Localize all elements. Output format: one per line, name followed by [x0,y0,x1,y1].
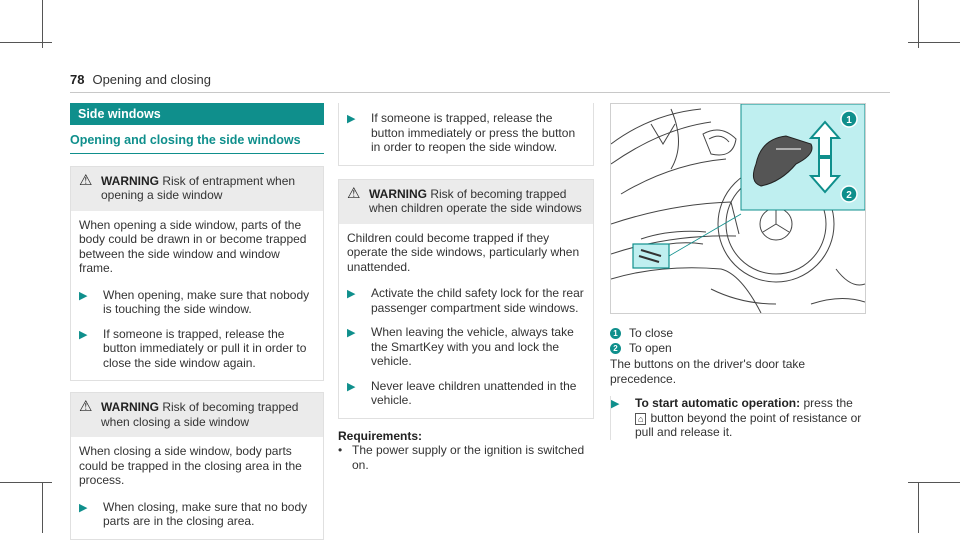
legend-item [610,326,866,341]
warning-heading [369,187,585,216]
warning-steps [79,288,315,371]
warning-box [70,392,324,540]
legend-text: To open [629,340,672,355]
header-rule [70,92,890,93]
arrow-icon: ▶ [79,289,88,302]
list-item [347,286,585,315]
crop-mark [0,42,52,43]
step-text: Activate the child safety lock for the rear passenger compartment side windows. [371,286,584,315]
warning-text: When closing a side window, body parts could be trapped in the closing area in the process. [79,444,302,487]
crop-mark [908,482,960,483]
step-text: When opening, make sure that nobody is touching the side window. [103,287,310,316]
step-text: When leaving the vehicle, always take the SmartKey with you and lock the vehicle. [371,325,574,368]
warning-title: Risk of becoming trapped when children operate the side windows [369,186,582,215]
list-item [338,443,594,472]
arrow-icon: ▶ [79,328,88,341]
warning-triangle-icon: ⚠ [79,398,93,415]
warning-text: When opening a side window, parts of the body could be drawn in or become trapped between the side window and window frame. [79,217,307,275]
legend [610,326,866,355]
arrow-icon: ▶ [347,380,356,393]
list-item [79,500,315,529]
list-item [79,327,315,371]
page-header [70,72,211,87]
page-number: 78 [70,72,85,87]
warning-heading [101,174,315,203]
list-item [347,379,585,408]
warning-title: Risk of entrapment when opening a side window [101,173,296,202]
step-text: If someone is trapped, release the button immediately or press the button in order to reopen the side window. [371,111,576,154]
middle-column [338,103,594,472]
warning-body [71,211,323,381]
warning-steps [347,286,585,408]
crop-mark [908,42,960,43]
arrow-icon: ▶ [347,288,356,300]
window-key-icon: ⌂ [635,413,646,425]
warning-header [339,180,593,224]
subheading: Opening and closing the side windows [70,133,324,154]
warning-heading [101,400,315,429]
section-title: Opening and closing [92,72,211,87]
arrow-icon: ▶ [347,327,356,339]
list-item [347,325,585,369]
action-label: To start automatic operation: [635,396,801,410]
legend-number: 2 [610,343,621,354]
crop-mark [0,482,52,483]
step-text: Never leave children unattended in the vehicle. [371,378,577,407]
warning-steps [79,500,315,529]
warning-label: WARNING [101,173,159,188]
continued-step [338,103,594,166]
section-bar: Side windows [70,103,324,125]
warning-text: Children could become trapped if they operate the side windows, particularly when unattended. [347,230,580,274]
step-text: If someone is trapped, release the button immediately or pull it in order to close the side window again. [103,326,307,370]
warning-label: WARNING [101,400,159,414]
bullet-icon: • [338,443,343,457]
left-column [70,103,324,540]
crop-mark [42,482,43,533]
door-switch-illustration [610,103,866,314]
legend-number: 1 [610,328,621,339]
warning-title: Risk of becoming trapped when closing a side window [101,400,299,429]
arrow-icon: ▶ [611,398,620,410]
list-item [79,288,315,317]
right-column [610,103,866,440]
action-text-part: press the [803,396,853,410]
warning-body [339,224,593,418]
requirements-label: Requirements: [338,428,423,443]
warning-header [71,167,323,211]
list-item [347,111,585,155]
paragraph: The buttons on the driver's door take precedence. [610,357,806,386]
arrow-icon: ▶ [79,501,88,514]
warning-body [71,437,323,539]
crop-mark [918,0,919,48]
warning-header [71,393,323,437]
warning-label: WARNING [369,186,427,201]
warning-box [70,166,324,382]
crop-mark [918,482,919,533]
action-text-part: button beyond the point of resistance or pull and release it. [635,410,862,439]
action-step [610,396,866,440]
requirement-text: The power supply or the ignition is switched on. [352,443,585,472]
warning-box [338,179,594,419]
legend-text: To close [629,326,674,340]
arrow-icon: ▶ [347,113,356,125]
requirements [338,429,594,473]
crop-mark [42,0,43,48]
warning-triangle-icon: ⚠ [79,171,93,189]
legend-item [610,341,866,356]
svg-text:2: 2 [846,190,852,201]
warning-triangle-icon: ⚠ [347,184,361,202]
step-text: When closing, make sure that no body parts are in the closing area. [103,499,308,528]
svg-text:1: 1 [846,115,852,126]
action-text [635,396,866,440]
